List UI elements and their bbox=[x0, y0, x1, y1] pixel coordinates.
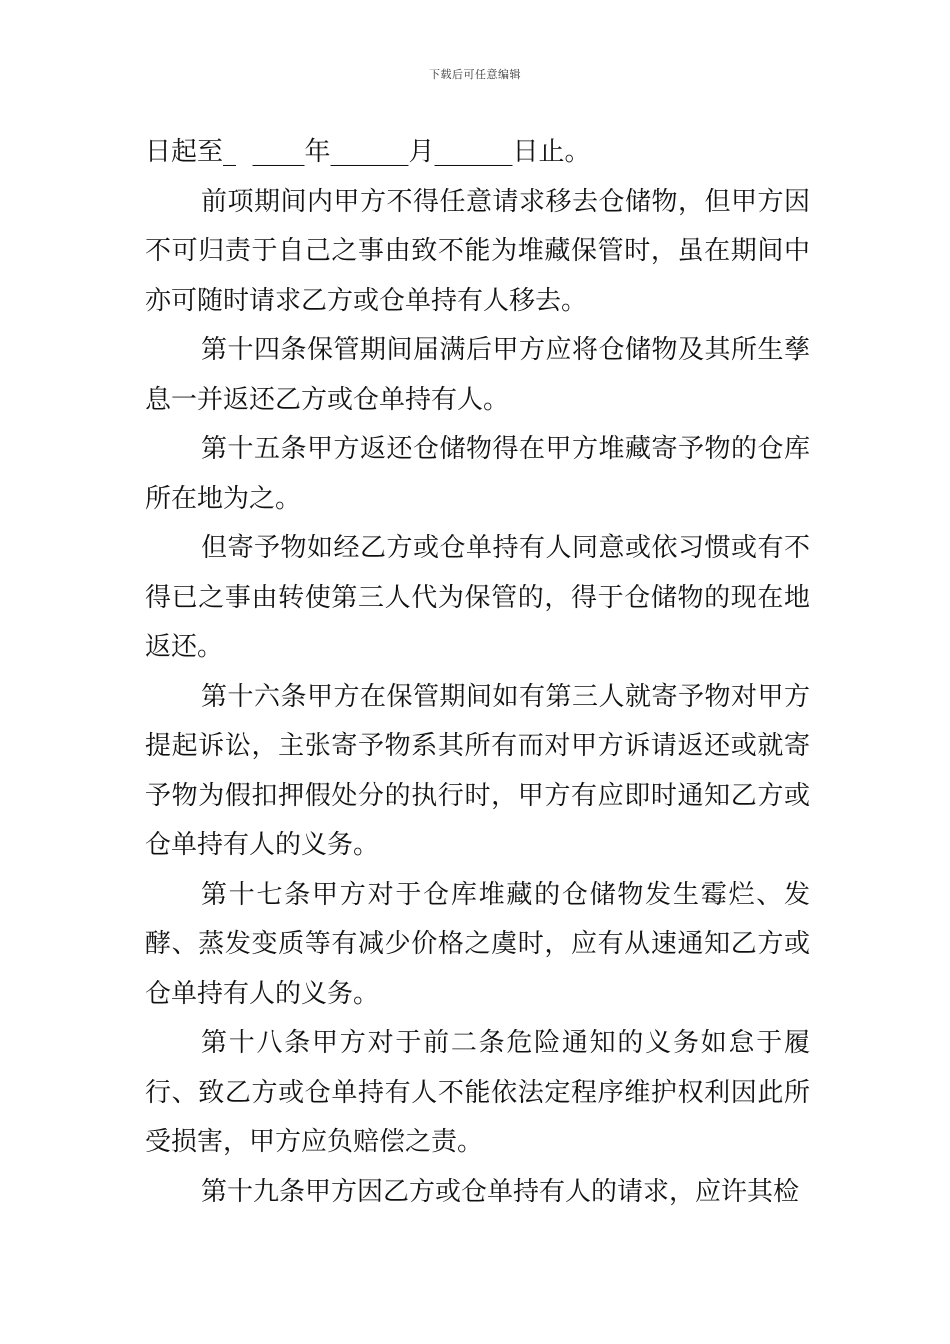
paragraph-article-15: 第十五条甲方返还仓储物得在甲方堆藏寄予物的仓库所在地为之。 bbox=[145, 434, 810, 514]
paragraph-article-17: 第十七条甲方对于仓库堆藏的仓储物发生霉烂、发酵、蒸发变质等有减少价格之虞时，应有从速通知乙方或仓单持有人的义务。 bbox=[145, 879, 810, 1009]
paragraph-continuation-date: 日起至_ ____年______月______日止。 bbox=[145, 137, 591, 167]
paragraph-article-14: 第十四条保管期间届满后甲方应将仓储物及其所生孳息一并返还乙方或仓单持有人。 bbox=[145, 335, 810, 415]
document-body bbox=[145, 128, 810, 1217]
paragraph-article-18: 第十八条甲方对于前二条危险通知的义务如怠于履行、致乙方或仓单持有人不能依法定程序维护权利因此所受损害，甲方应负赔偿之责。 bbox=[145, 1028, 810, 1157]
paragraph-removal-request: 前项期间内甲方不得任意请求移去仓储物，但甲方因不可归责于自己之事由致不能为堆藏保管时，虽在期间中亦可随时请求乙方或仓单持有人移去。 bbox=[145, 186, 810, 316]
paragraph-article-19: 第十九条甲方因乙方或仓单持有人的请求，应许其检 bbox=[201, 1176, 800, 1207]
page-header-note: 下载后可任意编辑 bbox=[429, 68, 521, 81]
paragraph-article-16: 第十六条甲方在保管期间如有第三人就寄予物对甲方提起诉讼，主张寄予物系其所有而对甲方诉请返还或就寄予物为假扣押假处分的执行时，甲方有应即时通知乙方或仓单持有人的义务。 bbox=[145, 681, 810, 860]
paragraph-third-party-custody: 但寄予物如经乙方或仓单持有人同意或依习惯或有不得已之事由转使第三人代为保管的，得于仓储物的现在地返还。 bbox=[145, 533, 810, 662]
